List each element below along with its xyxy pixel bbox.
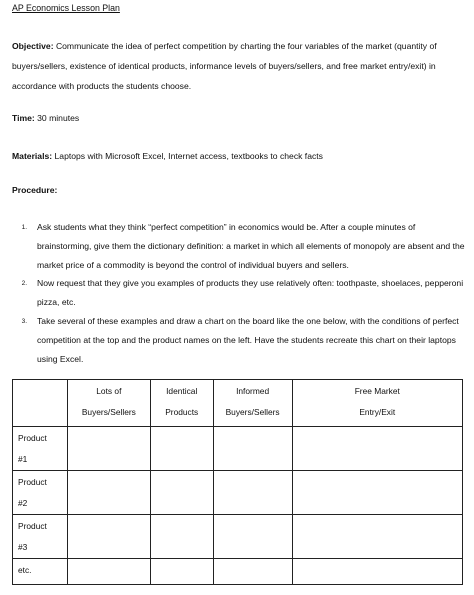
- table-cell: [292, 471, 462, 515]
- table-cell: [292, 559, 462, 585]
- step-text: Ask students what they think “perfect competition” in economics would be. After a couple minutes of brainstorming, give them the dictionary definition: a market in which all elements of monopoly are absent and the market price of a commodity is beyond the control of individual buyers and sellers.: [37, 222, 465, 270]
- table-cell: [67, 471, 150, 515]
- time-paragraph: [12, 108, 466, 128]
- table-cell: [67, 427, 150, 471]
- table-cell: [67, 515, 150, 559]
- table-cell: [213, 559, 292, 585]
- procedure-label: Procedure:: [12, 185, 58, 195]
- time-text: 30 minutes: [34, 113, 80, 123]
- table-cell: [67, 559, 150, 585]
- step-number: 2.: [21, 280, 27, 288]
- materials-paragraph: [12, 146, 466, 166]
- procedure-steps: [12, 218, 466, 368]
- step-number: 1.: [21, 224, 27, 231]
- row-label: etc.: [13, 559, 68, 585]
- table-cell: [213, 471, 292, 515]
- document-title: AP Economics Lesson Plan: [12, 3, 120, 13]
- objective-text: Communicate the idea of perfect competition by charting the four variables of the market (quantity of buyers/sellers, existence of identical products, informance levels of buyers/sellers, and free market entry/exit) in accordance with products the students choose.: [12, 41, 437, 91]
- list-item: [12, 218, 466, 274]
- table-header-cell: Informed Buyers/Sellers: [213, 380, 292, 427]
- table-row: [13, 471, 463, 515]
- perfect-competition-table: [12, 379, 463, 585]
- list-item: [12, 312, 466, 368]
- materials-text: Laptops with Microsoft Excel, Internet access, textbooks to check facts: [52, 151, 323, 161]
- procedure-heading: [12, 180, 466, 200]
- table-cell: [150, 427, 213, 471]
- table-row: [13, 515, 463, 559]
- table-cell: [213, 427, 292, 471]
- list-item: [12, 274, 466, 312]
- objective-paragraph: [12, 36, 466, 96]
- table-header-row: [13, 380, 463, 427]
- row-label: Product #1: [13, 427, 68, 471]
- table-cell: [150, 471, 213, 515]
- table-header-empty: [13, 380, 68, 427]
- time-label: Time:: [12, 113, 35, 123]
- row-label: Product #3: [13, 515, 68, 559]
- step-text: Take several of these examples and draw a chart on the board like the one below, with the conditions of perfect competition at the top and the product names on the left. Have the students recreate this chart on their laptops using Excel.: [37, 315, 459, 364]
- materials-label: Materials:: [12, 151, 53, 161]
- table-header-cell: Free Market Entry/Exit: [292, 380, 462, 427]
- table-cell: [213, 515, 292, 559]
- step-number: 3.: [21, 317, 27, 325]
- table-header-cell: Identical Products: [150, 380, 213, 427]
- table-cell: [292, 427, 462, 471]
- table-cell: [150, 515, 213, 559]
- table-cell: [150, 559, 213, 585]
- table-header-cell: Lots of Buyers/Sellers: [67, 380, 150, 427]
- row-label: Product #2: [13, 471, 68, 515]
- objective-label: Objective:: [12, 41, 54, 51]
- table-row: [13, 427, 463, 471]
- table-cell: [292, 515, 462, 559]
- step-text: Now request that they give you examples of products they use relatively often: toothpaste, shoelaces, pepperoni pizza, etc.: [37, 278, 464, 308]
- table-row: [13, 559, 463, 585]
